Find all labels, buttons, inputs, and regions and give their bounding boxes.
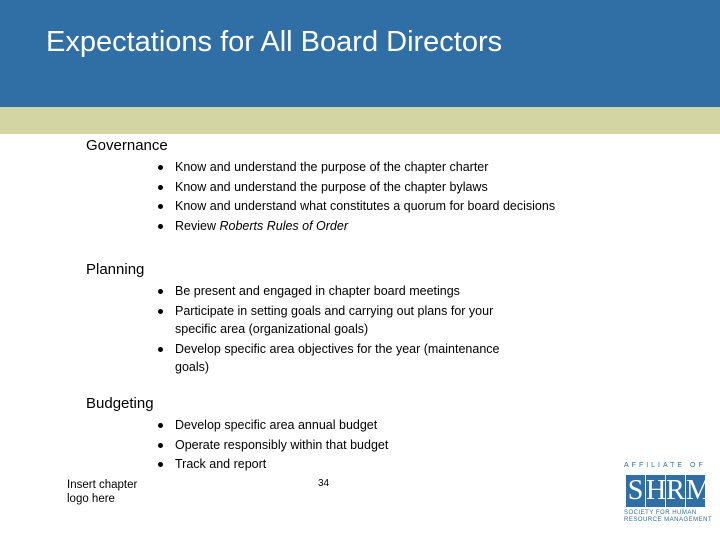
book-title: Roberts Rules of Order: [219, 218, 348, 233]
list-item: Operate responsibly within that budget: [155, 436, 388, 456]
budgeting-heading: Budgeting: [86, 395, 154, 412]
governance-heading: Governance: [86, 137, 168, 154]
planning-list: [155, 282, 515, 378]
bullet-icon: [158, 423, 163, 428]
bullet-icon: [158, 462, 163, 467]
bullet-icon: [158, 443, 163, 448]
list-item: Know and understand the purpose of the chapter bylaws: [155, 178, 555, 198]
bullet-icon: [158, 185, 163, 190]
list-item: Develop specific area objectives for the year (maintenance goals): [155, 340, 515, 376]
bullet-icon: [158, 289, 163, 294]
bullet-icon: [158, 224, 163, 229]
bullet-icon: [158, 347, 163, 352]
list-item: Develop specific area annual budget: [155, 416, 388, 436]
list-item: Know and understand what constitutes a quorum for board decisions: [155, 197, 555, 217]
chapter-logo-placeholder: Insert chapter logo here: [67, 479, 138, 505]
title-bar: [0, 0, 720, 107]
budgeting-list: [155, 416, 388, 475]
bullet-icon: [158, 309, 163, 314]
bullet-icon: [158, 165, 163, 170]
bullet-icon: [158, 204, 163, 209]
list-item: Track and report: [155, 455, 388, 475]
slide-title: Expectations for All Board Directors: [46, 26, 503, 58]
list-item: Participate in setting goals and carrying out plans for your specific area (organizational goals): [155, 302, 515, 338]
shrm-logo: AFFILIATE OF S H R M SOCIETY FOR HUMAN RESOURCE MANAGEMENT: [624, 462, 713, 523]
list-item: Review Roberts Rules of Order: [155, 217, 555, 237]
governance-list: [155, 158, 555, 236]
page-number: 34: [318, 478, 330, 489]
list-item: Be present and engaged in chapter board meetings: [155, 282, 515, 302]
list-item: Know and understand the purpose of the chapter charter: [155, 158, 555, 178]
title-accent-band: [0, 107, 720, 134]
planning-heading: Planning: [86, 261, 145, 278]
